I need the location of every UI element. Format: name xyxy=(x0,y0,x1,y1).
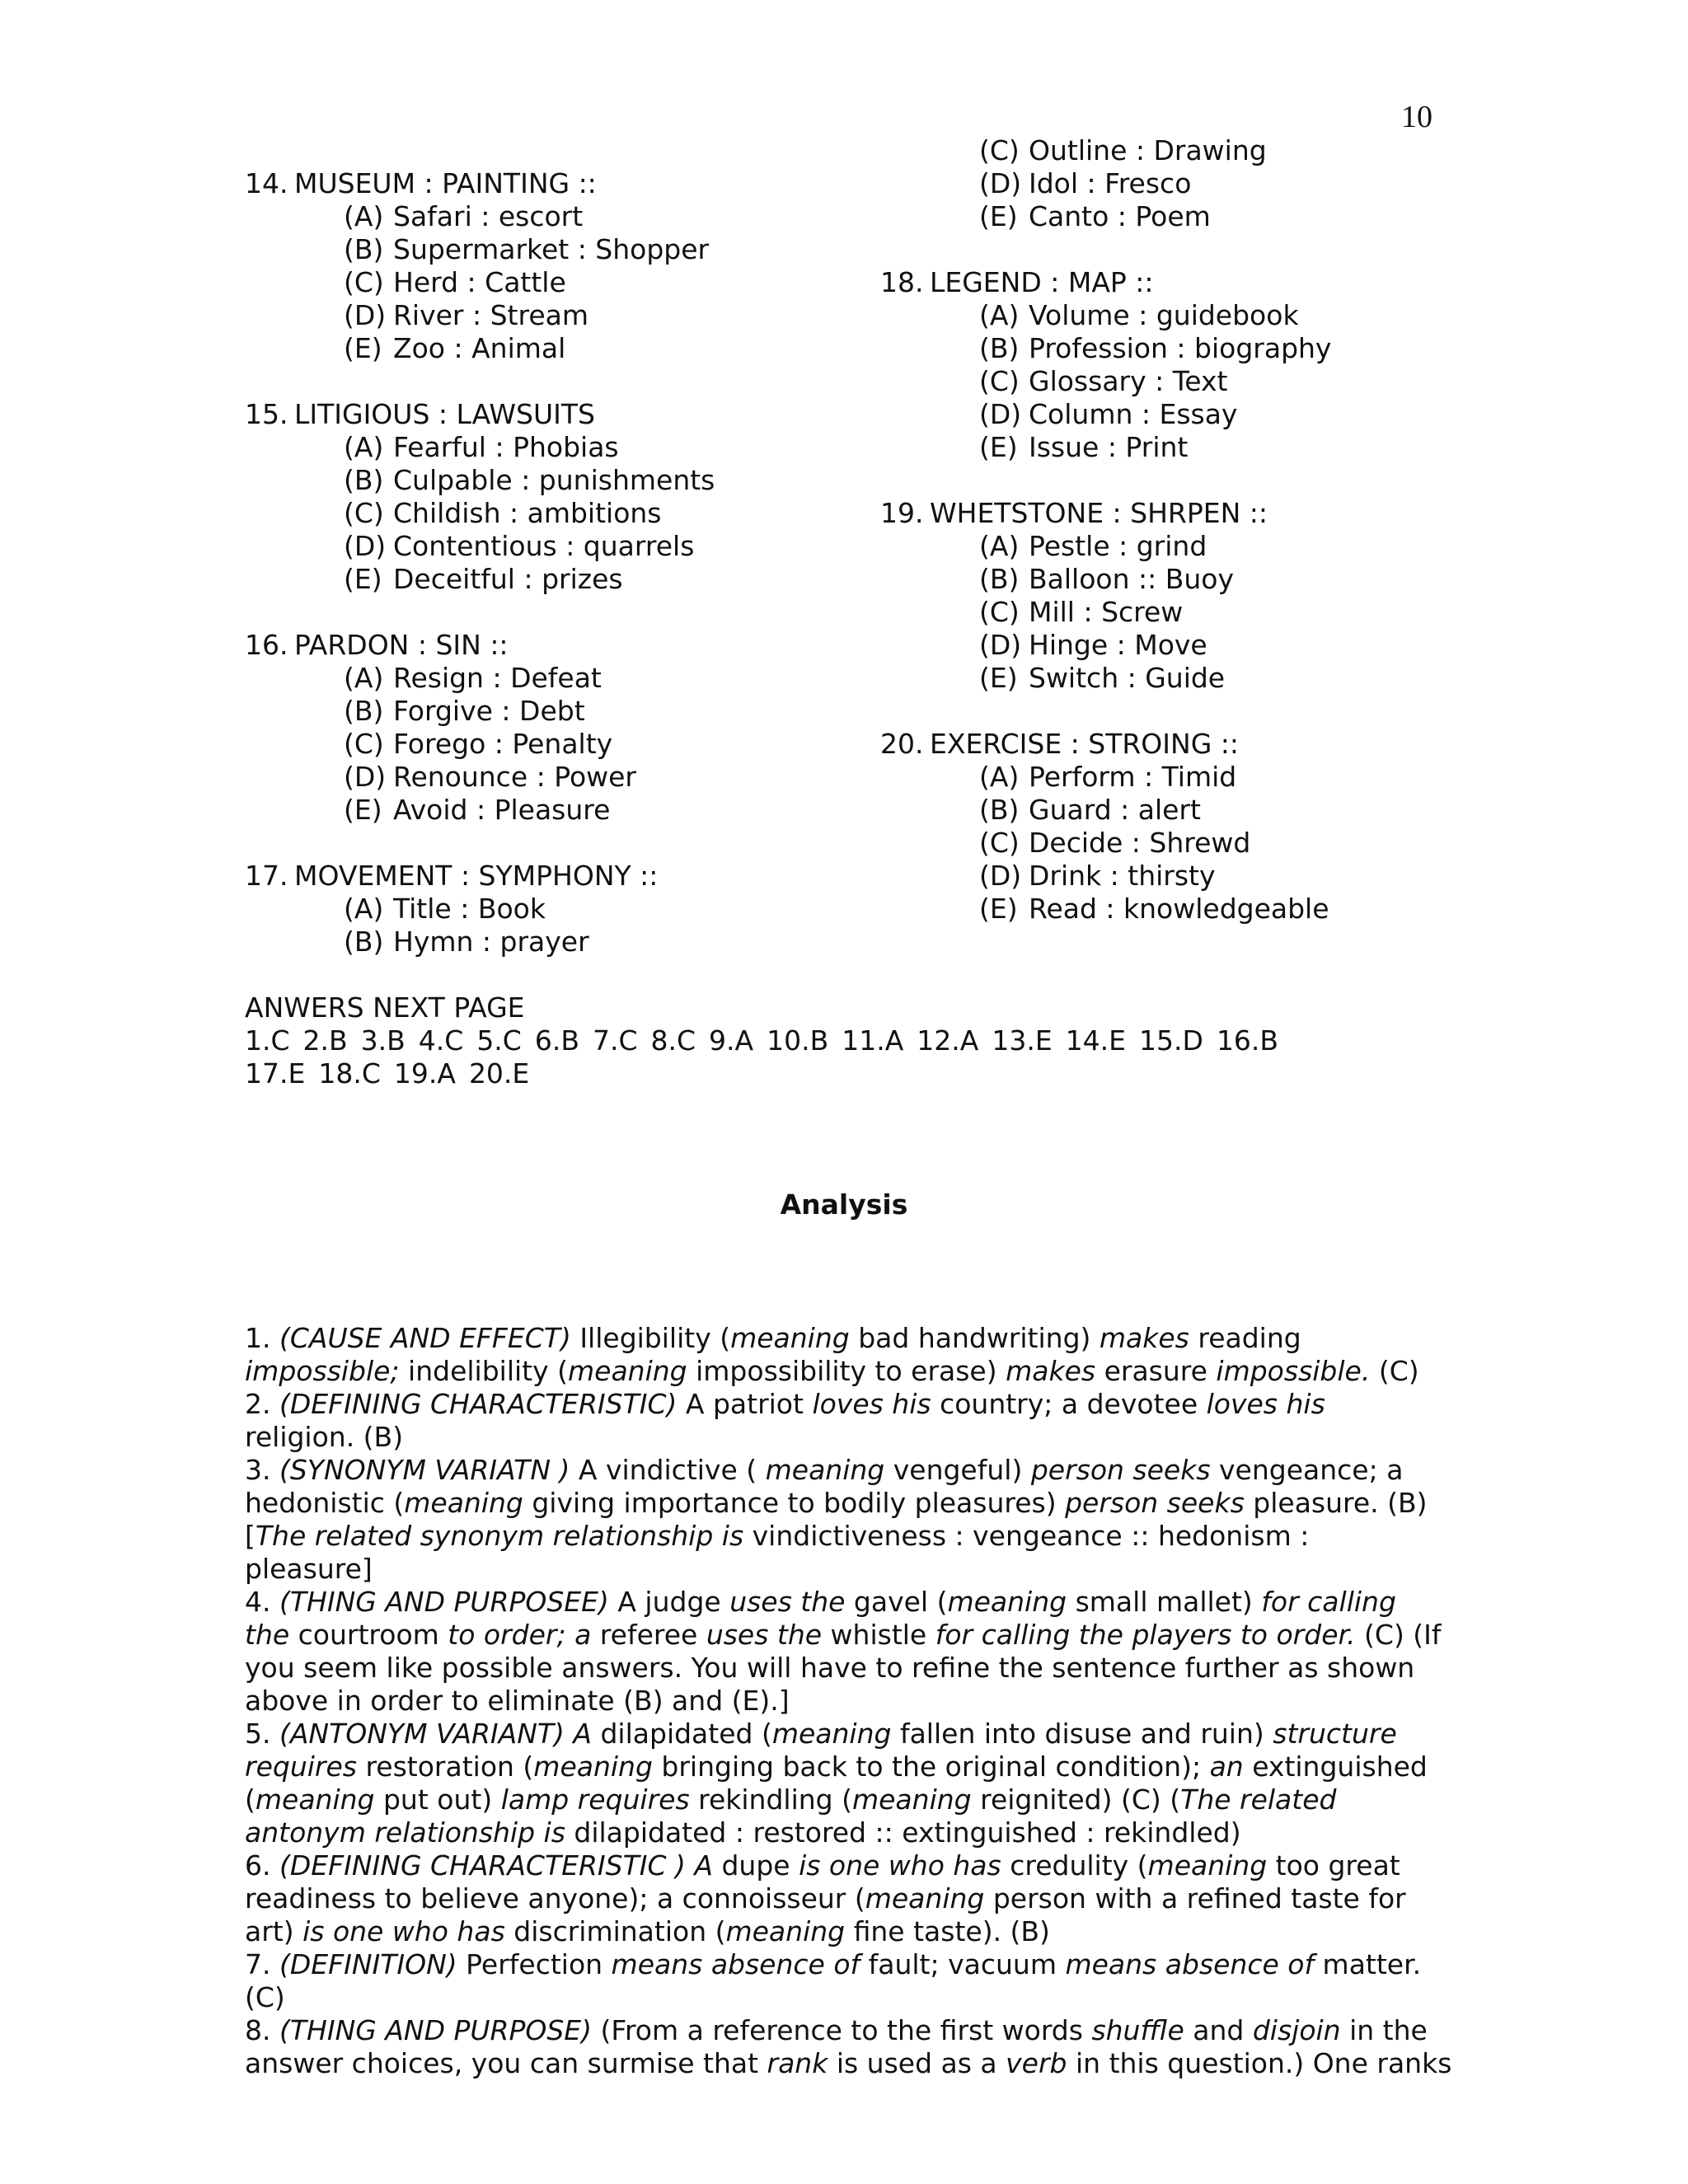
text-run: 7. xyxy=(245,1948,279,1980)
text-run: 3. xyxy=(245,1454,279,1486)
question-text: LEGEND : MAP :: xyxy=(930,266,1154,298)
analysis-line xyxy=(245,1553,1481,1586)
text-run: fine taste). (B) xyxy=(845,1915,1050,1947)
question-stem xyxy=(245,629,838,662)
text-run: readiness to believe anyone); a connoisseur ( xyxy=(245,1882,865,1915)
italic-text: meaning xyxy=(865,1882,985,1915)
text-run: vindictiveness : vengeance :: hedonism : xyxy=(743,1520,1310,1552)
question-stem xyxy=(880,497,1474,530)
text-run: pleasure. (B) xyxy=(1244,1487,1428,1519)
text-run: person with a refined taste for xyxy=(984,1882,1406,1915)
answer-item: 7.C xyxy=(592,1024,638,1057)
option-letter: (D) xyxy=(344,530,387,562)
text-run: Illegibility ( xyxy=(570,1322,731,1354)
answer-option xyxy=(245,695,838,728)
italic-text: (THING AND PURPOSE) xyxy=(279,2014,593,2046)
right-question-column xyxy=(880,134,1474,926)
option-text: Glossary : Text xyxy=(1029,365,1228,397)
text-run: art) xyxy=(245,1915,303,1947)
analysis-line xyxy=(245,1849,1481,1882)
answer-option xyxy=(880,794,1474,827)
italic-text: shuffle xyxy=(1091,2014,1184,2046)
text-run: 6. xyxy=(245,1849,279,1882)
question-number: 20. xyxy=(880,728,924,760)
text-run: religion. (B) xyxy=(245,1421,404,1453)
analysis-line xyxy=(245,1586,1481,1619)
question-number: 14. xyxy=(245,167,288,199)
italic-text: means absence of xyxy=(611,1948,860,1980)
answer-item: 9.A xyxy=(709,1024,754,1057)
question-number: 15. xyxy=(245,398,288,430)
text-run: [ xyxy=(245,1520,256,1552)
option-letter: (D) xyxy=(344,299,387,331)
analysis-line xyxy=(245,1816,1481,1849)
answer-option xyxy=(245,332,838,365)
text-run: reading xyxy=(1189,1322,1301,1354)
italic-text: the xyxy=(245,1619,290,1651)
answer-item: 14.E xyxy=(1065,1024,1127,1057)
answer-item: 10.B xyxy=(767,1024,829,1057)
italic-text: uses the xyxy=(706,1619,823,1651)
option-text: Zoo : Animal xyxy=(393,332,566,364)
text-run: referee xyxy=(591,1619,706,1651)
text-run: answer choices, you can surmise that xyxy=(245,2047,767,2079)
italic-text: person seeks xyxy=(1065,1487,1245,1519)
analysis-line xyxy=(245,1718,1481,1750)
answer-option xyxy=(245,431,838,464)
answer-item: 2.B xyxy=(302,1024,348,1057)
option-letter: (C) xyxy=(344,497,384,529)
answer-option xyxy=(245,530,838,563)
text-run: erasure xyxy=(1095,1355,1217,1387)
answer-option xyxy=(880,167,1474,200)
option-text: Title : Book xyxy=(393,893,546,925)
option-text: Column : Essay xyxy=(1029,398,1238,430)
option-text: Safari : escort xyxy=(393,200,584,232)
italic-text: (DEFINING CHARACTERISTIC) xyxy=(279,1388,678,1420)
italic-text: loves his xyxy=(812,1388,931,1420)
italic-text: meaning xyxy=(771,1718,892,1750)
question-text: EXERCISE : STROING :: xyxy=(930,728,1239,760)
answer-option xyxy=(245,662,838,695)
option-letter: (E) xyxy=(979,893,1018,925)
text-run: in this question.) One ranks xyxy=(1067,2047,1452,2079)
question-text: MOVEMENT : SYMPHONY :: xyxy=(294,860,659,892)
question-number: 18. xyxy=(880,266,924,298)
answer-key xyxy=(245,991,1481,1090)
question-number: 17. xyxy=(245,860,288,892)
italic-text: rank xyxy=(767,2047,828,2079)
italic-text: impossible; xyxy=(245,1355,400,1387)
option-text: Read : knowledgeable xyxy=(1029,893,1329,925)
answer-option xyxy=(245,893,838,926)
option-letter: (C) xyxy=(979,827,1020,859)
answer-item: 11.A xyxy=(842,1024,904,1057)
option-text: Avoid : Pleasure xyxy=(393,794,611,826)
spacer xyxy=(880,464,1474,497)
answer-item: 1.C xyxy=(245,1024,290,1057)
answer-option xyxy=(245,794,838,827)
italic-text: to order; a xyxy=(448,1619,592,1651)
option-text: Guard : alert xyxy=(1029,794,1201,826)
text-run: small mallet) xyxy=(1067,1586,1262,1618)
text-run: fallen into disuse and ruin) xyxy=(891,1718,1273,1750)
italic-text: meaning xyxy=(533,1750,653,1783)
analysis-line xyxy=(245,1355,1481,1388)
italic-text: meaning xyxy=(730,1322,850,1354)
option-text: Pestle : grind xyxy=(1029,530,1207,562)
text-run: courtroom xyxy=(289,1619,448,1651)
option-text: Perform : Timid xyxy=(1029,761,1237,793)
answer-item: 13.E xyxy=(992,1024,1053,1057)
option-letter: (E) xyxy=(979,200,1018,232)
answer-item: 18.C xyxy=(318,1057,381,1090)
answer-option xyxy=(880,893,1474,926)
option-text: Forego : Penalty xyxy=(393,728,613,760)
answer-option xyxy=(245,563,838,596)
option-letter: (C) xyxy=(979,596,1020,628)
text-run: ( xyxy=(245,1783,256,1816)
text-run: extinguished xyxy=(1243,1750,1428,1783)
answer-option xyxy=(245,233,838,266)
italic-text: meaning xyxy=(947,1586,1067,1618)
option-text: Supermarket : Shopper xyxy=(393,233,710,265)
italic-text: (SYNONYM VARIATN ) xyxy=(279,1454,570,1486)
italic-text: impossible. xyxy=(1216,1355,1371,1387)
text-run: (From a reference to the first words xyxy=(592,2014,1092,2046)
option-text: Profession : biography xyxy=(1029,332,1332,364)
text-run: put out) xyxy=(374,1783,501,1816)
option-letter: (A) xyxy=(979,299,1020,331)
page-number: 10 xyxy=(1401,100,1432,134)
option-text: Renounce : Power xyxy=(393,761,637,793)
answer-option xyxy=(880,134,1474,167)
option-letter: (D) xyxy=(979,860,1022,892)
question-stem xyxy=(245,860,838,893)
italic-text: (THING AND PURPOSEE) xyxy=(279,1586,609,1618)
answer-item: 15.D xyxy=(1139,1024,1203,1057)
text-run: pleasure] xyxy=(245,1553,373,1585)
answer-item: 6.B xyxy=(534,1024,579,1057)
option-text: Hinge : Move xyxy=(1029,629,1207,661)
text-run: vengeful) xyxy=(884,1454,1031,1486)
option-text: Deceitful : prizes xyxy=(393,563,623,595)
text-run: (C) xyxy=(245,1981,285,2013)
answer-item: 12.A xyxy=(917,1024,979,1057)
answer-option xyxy=(245,299,838,332)
option-letter: (C) xyxy=(979,134,1020,166)
italic-text: makes xyxy=(1099,1322,1189,1354)
answer-option xyxy=(880,398,1474,431)
option-text: Forgive : Debt xyxy=(393,695,585,727)
option-letter: (C) xyxy=(344,728,384,760)
option-text: Fearful : Phobias xyxy=(393,431,619,463)
option-text: Drink : thirsty xyxy=(1029,860,1216,892)
italic-text: (DEFINITION) xyxy=(279,1948,457,1980)
analysis-line xyxy=(245,2014,1481,2047)
answer-option xyxy=(880,860,1474,893)
spacer xyxy=(245,365,838,398)
text-run: in the xyxy=(1340,2014,1428,2046)
question-number: 16. xyxy=(245,629,288,661)
text-run: dupe xyxy=(712,1849,799,1882)
analysis-heading: Analysis xyxy=(780,1188,908,1221)
analysis-line xyxy=(245,1619,1481,1652)
answer-item: 3.B xyxy=(360,1024,406,1057)
answer-option xyxy=(880,200,1474,233)
italic-text: The related synonym relationship is xyxy=(255,1520,744,1552)
answer-option xyxy=(245,761,838,794)
analysis-line xyxy=(245,1388,1481,1421)
spacer xyxy=(880,695,1474,728)
italic-text: is one who has xyxy=(799,1849,1001,1882)
option-letter: (E) xyxy=(979,431,1018,463)
italic-text: meaning xyxy=(255,1783,375,1816)
option-letter: (A) xyxy=(344,893,384,925)
answer-option xyxy=(880,431,1474,464)
option-text: Mill : Screw xyxy=(1029,596,1184,628)
spacer xyxy=(245,827,838,860)
analysis-line xyxy=(245,1487,1481,1520)
text-run: discrimination ( xyxy=(504,1915,726,1947)
option-letter: (B) xyxy=(979,794,1020,826)
option-letter: (E) xyxy=(344,794,382,826)
italic-text: disjoin xyxy=(1252,2014,1341,2046)
text-run: Perfection xyxy=(457,1948,612,1980)
option-text: Issue : Print xyxy=(1029,431,1189,463)
option-text: Contentious : quarrels xyxy=(393,530,695,562)
answer-option xyxy=(880,332,1474,365)
answer-option xyxy=(880,662,1474,695)
question-stem xyxy=(245,167,838,200)
italic-text: meaning xyxy=(1147,1849,1268,1882)
option-letter: (A) xyxy=(344,662,384,694)
question-stem xyxy=(880,266,1474,299)
italic-text: (DEFINING CHARACTERISTIC ) A xyxy=(279,1849,713,1882)
answer-option xyxy=(880,365,1474,398)
text-run: 2. xyxy=(245,1388,279,1420)
left-question-column xyxy=(245,167,838,958)
option-letter: (B) xyxy=(344,233,384,265)
text-run: above in order to eliminate (B) and (E).] xyxy=(245,1685,790,1717)
answer-item: 17.E xyxy=(245,1057,306,1090)
answer-option xyxy=(245,200,838,233)
option-letter: (A) xyxy=(979,761,1020,793)
answer-option xyxy=(880,629,1474,662)
option-letter: (E) xyxy=(344,332,382,364)
answer-item: 20.E xyxy=(468,1057,530,1090)
italic-text: meaning xyxy=(765,1454,885,1486)
italic-text: means absence of xyxy=(1065,1948,1315,1980)
italic-text: an xyxy=(1209,1750,1244,1783)
answer-option xyxy=(880,299,1474,332)
italic-text: verb xyxy=(1006,2047,1067,2079)
text-run: whistle xyxy=(822,1619,935,1651)
analysis-line xyxy=(245,1750,1481,1783)
spacer xyxy=(880,233,1474,266)
text-run: impossibility to erase) xyxy=(687,1355,1006,1387)
option-letter: (B) xyxy=(979,563,1020,595)
italic-text: uses the xyxy=(729,1586,846,1618)
answer-option xyxy=(880,596,1474,629)
option-letter: (B) xyxy=(344,464,384,496)
answer-option xyxy=(245,497,838,530)
text-run: rekindling ( xyxy=(689,1783,852,1816)
text-run: country; a devotee xyxy=(931,1388,1207,1420)
option-text: Hymn : prayer xyxy=(393,926,589,958)
italic-text: meaning xyxy=(568,1355,687,1387)
italic-text: person seeks xyxy=(1030,1454,1211,1486)
answer-option xyxy=(245,728,838,761)
answer-item: 4.C xyxy=(418,1024,464,1057)
text-run: bad handwriting) xyxy=(849,1322,1100,1354)
italic-text: makes xyxy=(1006,1355,1096,1387)
answer-item: 5.C xyxy=(476,1024,522,1057)
option-text: Volume : guidebook xyxy=(1029,299,1299,331)
option-text: Decide : Shrewd xyxy=(1029,827,1251,859)
text-run: matter. xyxy=(1314,1948,1422,1980)
answer-option xyxy=(880,761,1474,794)
option-letter: (C) xyxy=(979,365,1020,397)
italic-text: requires xyxy=(245,1750,357,1783)
question-text: WHETSTONE : SHRPEN :: xyxy=(930,497,1268,529)
question-number: 19. xyxy=(880,497,924,529)
question-text: MUSEUM : PAINTING :: xyxy=(294,167,597,199)
question-stem xyxy=(880,728,1474,761)
analysis-line xyxy=(245,1948,1481,1981)
analysis-line xyxy=(245,1882,1481,1915)
italic-text: for calling xyxy=(1261,1586,1396,1618)
option-letter: (B) xyxy=(344,926,384,958)
text-run: 1. xyxy=(245,1322,279,1354)
text-run: 8. xyxy=(245,2014,279,2046)
option-letter: (D) xyxy=(344,761,387,793)
answer-option xyxy=(880,563,1474,596)
italic-text: The related xyxy=(1180,1783,1337,1816)
italic-text: meaning xyxy=(404,1487,523,1519)
answer-heading: ANWERS NEXT PAGE xyxy=(245,991,525,1024)
text-run: dilapidated ( xyxy=(592,1718,772,1750)
answer-item: 8.C xyxy=(650,1024,696,1057)
answer-option xyxy=(880,530,1474,563)
option-letter: (D) xyxy=(979,167,1022,199)
option-letter: (D) xyxy=(979,398,1022,430)
analysis-line xyxy=(245,1915,1481,1948)
text-run: 4. xyxy=(245,1586,279,1618)
italic-text: lamp requires xyxy=(500,1783,690,1816)
text-run: and xyxy=(1184,2014,1253,2046)
option-text: Herd : Cattle xyxy=(393,266,566,298)
text-run: reignited) (C) ( xyxy=(971,1783,1181,1816)
question-stem xyxy=(245,398,838,431)
analysis-line xyxy=(245,1322,1481,1355)
text-run: too great xyxy=(1267,1849,1400,1882)
italic-text: antonym relationship is xyxy=(245,1816,565,1849)
analysis-line xyxy=(245,1685,1481,1718)
analysis-line xyxy=(245,1421,1481,1454)
italic-text: meaning xyxy=(725,1915,846,1947)
option-text: River : Stream xyxy=(393,299,588,331)
answer-row-2 xyxy=(245,1057,1481,1090)
question-text: PARDON : SIN :: xyxy=(294,629,509,661)
text-run: indelibility ( xyxy=(399,1355,568,1387)
italic-text: (ANTONYM VARIANT) A xyxy=(279,1718,592,1750)
option-text: Resign : Defeat xyxy=(393,662,602,694)
text-run: bringing back to the original condition); xyxy=(652,1750,1210,1783)
text-run: restoration ( xyxy=(356,1750,534,1783)
question-text: LITIGIOUS : LAWSUITS xyxy=(294,398,595,430)
answer-row-1 xyxy=(245,1024,1481,1057)
text-run: A judge xyxy=(608,1586,730,1618)
text-run: you seem like possible answers. You will have to refine the sentence further as shown xyxy=(245,1652,1415,1684)
text-run: credulity ( xyxy=(1001,1849,1148,1882)
italic-text: (CAUSE AND EFFECT) xyxy=(279,1322,571,1354)
text-run: 5. xyxy=(245,1718,279,1750)
option-text: Balloon :: Buoy xyxy=(1029,563,1234,595)
option-letter: (A) xyxy=(344,200,384,232)
analysis-line xyxy=(245,1520,1481,1553)
analysis-line xyxy=(245,1454,1481,1487)
text-run: giving importance to bodily pleasures) xyxy=(523,1487,1066,1519)
answer-option xyxy=(245,266,838,299)
answer-option xyxy=(880,827,1474,860)
option-text: Childish : ambitions xyxy=(393,497,662,529)
answer-option xyxy=(245,464,838,497)
italic-text: is one who has xyxy=(302,1915,505,1947)
option-text: Culpable : punishments xyxy=(393,464,715,496)
text-run: (C) xyxy=(1370,1355,1419,1387)
spacer xyxy=(245,596,838,629)
analysis-line xyxy=(245,1652,1481,1685)
option-letter: (D) xyxy=(979,629,1022,661)
text-run: is used as a xyxy=(828,2047,1006,2079)
option-letter: (E) xyxy=(979,662,1018,694)
option-letter: (C) xyxy=(344,266,384,298)
answer-item: 16.B xyxy=(1216,1024,1279,1057)
option-letter: (E) xyxy=(344,563,382,595)
option-letter: (B) xyxy=(344,695,384,727)
text-run: (C) (If xyxy=(1355,1619,1442,1651)
text-run: gavel ( xyxy=(845,1586,948,1618)
text-run: vengeance; a xyxy=(1210,1454,1404,1486)
answer-option xyxy=(245,926,838,958)
analysis-line xyxy=(245,2047,1481,2080)
answer-item: 19.A xyxy=(393,1057,456,1090)
text-run: dilapidated : restored :: extinguished : rekindled) xyxy=(565,1816,1241,1849)
analysis-body xyxy=(245,1322,1481,2080)
option-letter: (A) xyxy=(344,431,384,463)
italic-text: for calling the players to order. xyxy=(935,1619,1356,1651)
text-run: A patriot xyxy=(677,1388,813,1420)
option-text: Idol : Fresco xyxy=(1029,167,1192,199)
analysis-line xyxy=(245,1783,1481,1816)
text-run: fault; vacuum xyxy=(860,1948,1066,1980)
italic-text: structure xyxy=(1273,1718,1397,1750)
text-run: A vindictive ( xyxy=(570,1454,766,1486)
analysis-line xyxy=(245,1981,1481,2014)
italic-text: loves his xyxy=(1206,1388,1325,1420)
italic-text: meaning xyxy=(851,1783,972,1816)
option-text: Outline : Drawing xyxy=(1029,134,1267,166)
option-text: Canto : Poem xyxy=(1029,200,1211,232)
text-run: hedonistic ( xyxy=(245,1487,405,1519)
option-text: Switch : Guide xyxy=(1029,662,1226,694)
option-letter: (B) xyxy=(979,332,1020,364)
option-letter: (A) xyxy=(979,530,1020,562)
